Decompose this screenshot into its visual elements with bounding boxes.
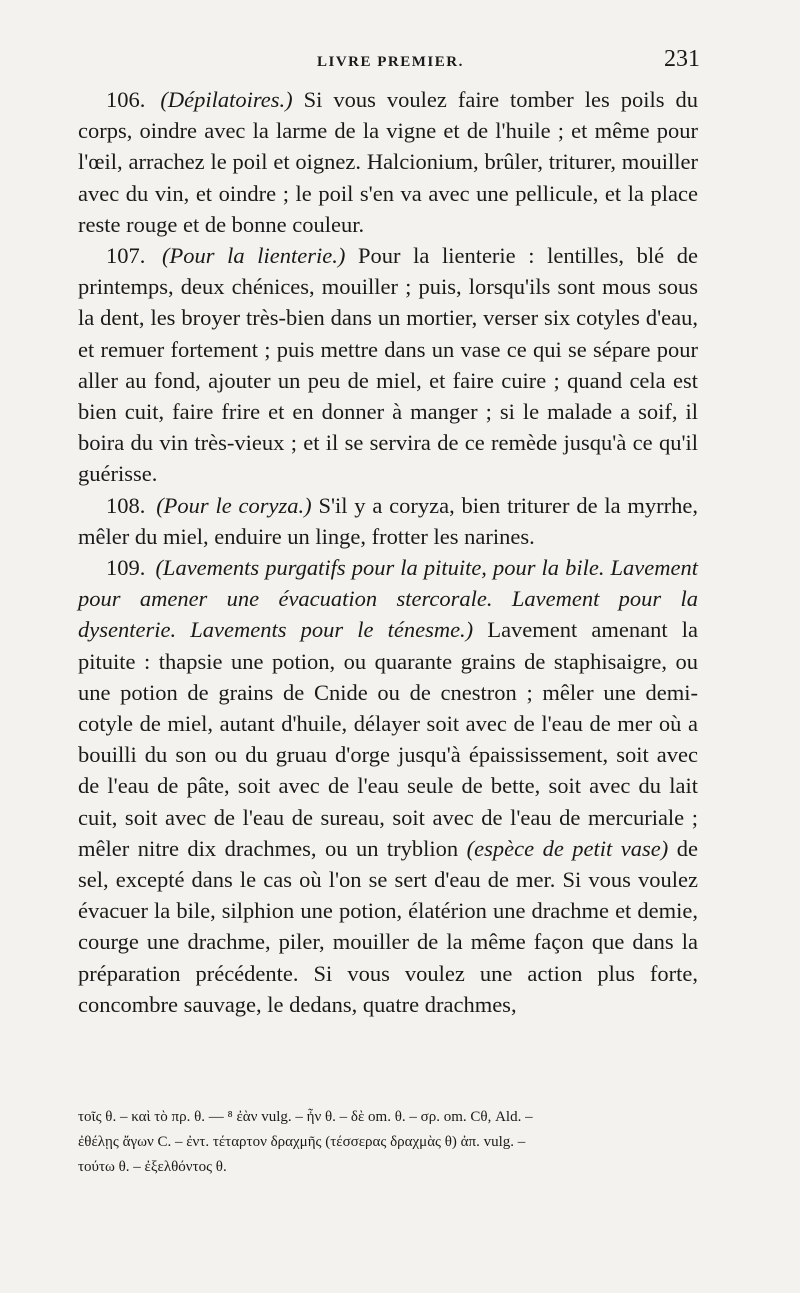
paragraph-108 [78,490,698,552]
paragraph-text: Pour la lienterie : lentilles, blé de printemps, deux chénices, mouiller ; puis, lorsqu'ils sont mous sous la dent, les broyer très-bien dans un mortier, verser six cotyles d'eau, et remuer fortement ; puis mettre dans un vase ce qui se sépare pour aller au fond, ajouter un peu de miel, et faire cuire ; quand cela est bien cuit, faire frire et en donner à manger ; si le malade a soif, il boira du vin très-vieux ; et il se servira de ce remède jusqu'à ce qu'il guérisse. [78,243,698,487]
body-text [78,84,698,1020]
paragraph-number: 108. [106,492,146,518]
page-number: 231 [664,46,700,72]
paragraph-106 [78,84,698,240]
paragraph-title: (Pour le coryza.) [156,492,312,518]
paragraph-title: (Dépilatoires.) [160,87,293,112]
paragraph-text: S'il y a coryza, bien triturer de la myrrhe, mêler du miel, enduire un linge, frotter les narines. [78,492,699,549]
paragraph-text: Lavement amenant la pituite : thapsie une potion, ou quarante grains de staphisaigre, ou une potion de grains de Cnide ou de cnestron ; mêler une demi-cotyle de miel, autant d'huile, délayer soit avec de l'eau de mer où a bouilli du son ou du gruau d'orge jusqu'à épaississement, soit avec de l'eau de pâte, soit avec de l'eau seule de bette, soit avec du lait cuit, soit avec de l'eau de sureau, soit avec de l'eau de mercuriale ; mêler nitre dix drachmes, ou un tryblion [78,617,699,861]
footnote-line: τοῖς θ. – καὶ τὸ πρ. θ. — ⁸ ἐὰν vulg. – ἦν θ. – δὲ om. θ. – σρ. om. Cθ, Ald. – [78,1109,533,1125]
paragraph-title: (Pour la lienterie.) [162,243,346,269]
paragraph-text: Si vous voulez faire tomber les poils du corps, oindre avec la larme de la vigne et de l'huile ; et même pour l'œil, arrachez le poil et oignez. Halcionium, brûler, triturer, mouiller avec du vin, et oindre ; le poil s'en va avec une pellicule, et la place reste rouge et de bonne couleur. [78,87,699,237]
paragraph-number: 107. [106,243,146,269]
paragraph-number: 106. [106,87,146,112]
paragraph-text-continued: de sel, excepté dans le cas où l'on se sert d'eau de mer. Si vous voulez évacuer la bile, silphion une potion, élatérion une drachme et demie, courge une drachme, piler, mouiller de la même façon que dans la préparation précédente. Si vous voulez une action plus forte, concombre sauvage, le dedans, quatre drachmes, [78,835,698,1017]
paragraph-aside: (espèce de petit vase) [466,835,669,861]
running-head [75,46,700,76]
footnote-line: τούτω θ. – ἐξελθόντος θ. [78,1159,227,1175]
footnote-line: ἐθέλῃς ἄγων C. – ἐντ. τέταρτον δραχμῆς (τέσσερας δραχμὰς θ) ἀπ. vulg. – [78,1134,526,1150]
paragraph-107 [78,240,698,490]
paragraph-title: (Lavements purgatifs pour la pituite, pour la bile. Lavement pour amener une évacuation stercorale. Lavement pour la dysenterie. Lavements pour le ténesme.) [78,555,699,643]
running-title: LIVRE PREMIER. [317,54,464,70]
footnotes [78,1105,698,1180]
paragraph-109 [78,552,698,1020]
paragraph-number: 109. [106,555,146,581]
